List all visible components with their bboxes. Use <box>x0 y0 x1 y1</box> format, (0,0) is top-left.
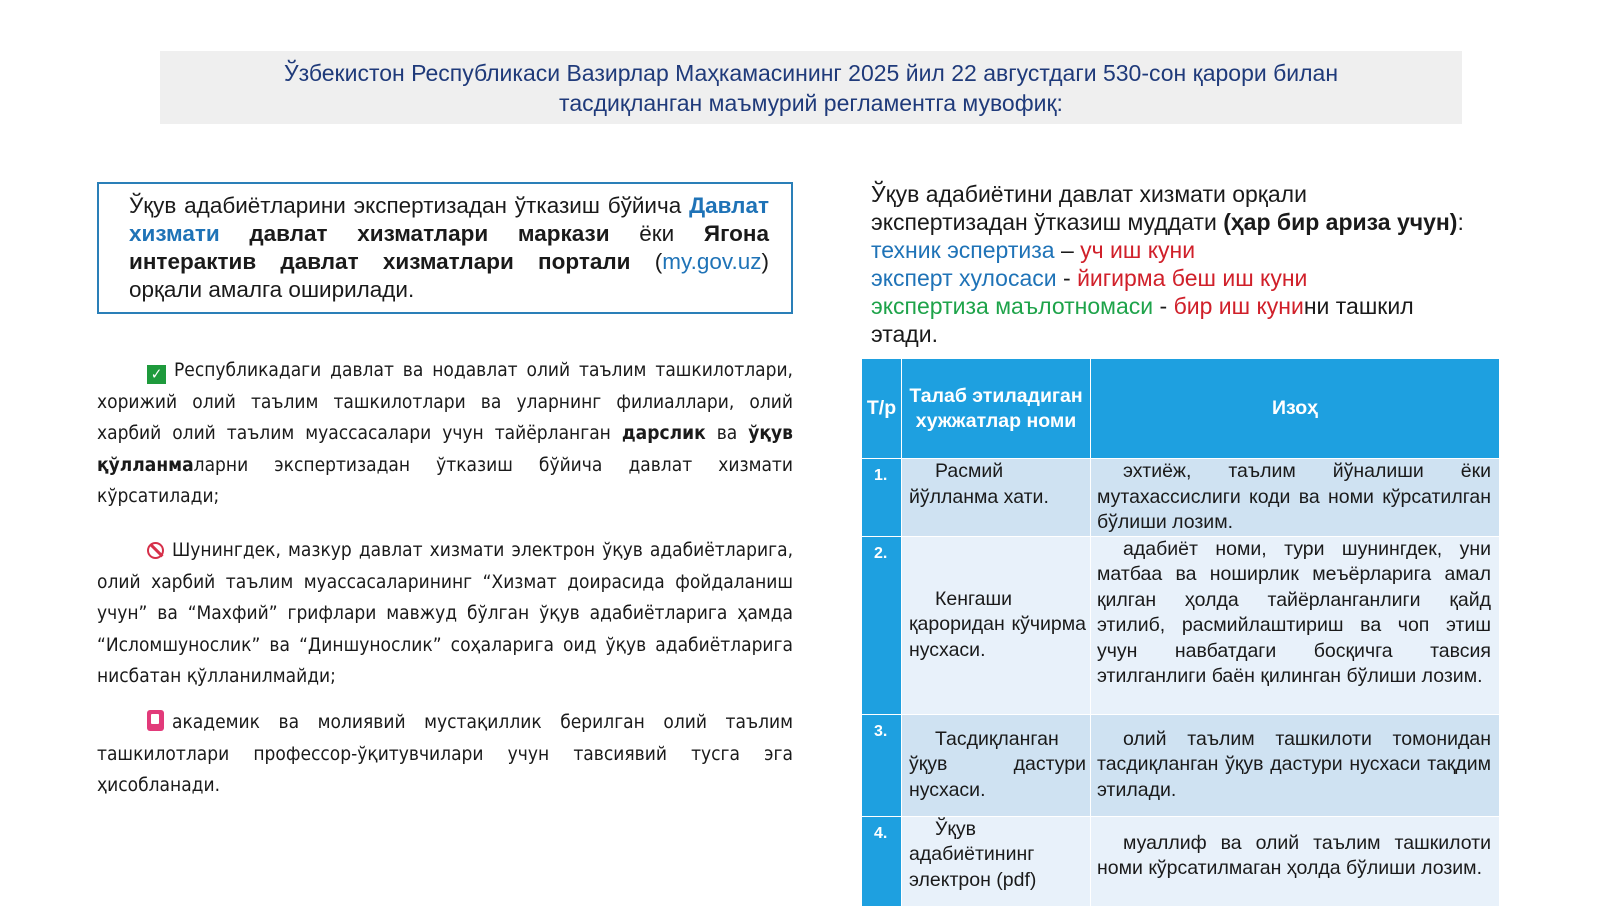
technical-days: уч иш куни <box>1080 237 1196 263</box>
row-document <box>902 536 1091 714</box>
row-document-text: Ўқув адабиётининг электрон (pdf) <box>909 817 1037 891</box>
header-note: Изоҳ <box>1091 359 1500 459</box>
service-name: Давлат хизмати <box>129 193 769 246</box>
paragraph-scope <box>97 355 793 513</box>
dash-3: - <box>1153 293 1174 319</box>
header-documents: Талаб этиладиган хужжатлар номи <box>902 359 1091 459</box>
row-number: 2. <box>862 536 902 714</box>
service-center: давлат хизматлари маркази <box>249 221 610 246</box>
header-number: Т/р <box>862 359 902 459</box>
expertise-reference: экспертиза маълотномаси <box>871 293 1154 319</box>
colon: : <box>1457 209 1464 235</box>
paragraph-exclusions <box>97 535 793 693</box>
para1-textbook: дарслик <box>621 422 706 444</box>
per-application: (ҳар бир ариза учун) <box>1223 209 1458 235</box>
dash-1: – <box>1054 237 1081 263</box>
row-document-text: Кенгаши қароридан кўчирма нусхаси. <box>909 587 1086 661</box>
portal-link[interactable]: my.gov.uz <box>662 249 762 274</box>
paragraph-autonomy <box>97 707 793 802</box>
info-text: Ўқув адабиётларини экспертизадан ўтказиш бўйича <box>129 193 682 218</box>
row-note <box>1091 816 1500 906</box>
deadline-end: ни ташкил этади. <box>871 293 1414 347</box>
required-documents-table <box>861 358 1500 907</box>
row-document <box>902 459 1091 537</box>
row-note-text: олий таълим ташкилоти томонидан тасдиқланган ўқув дастури нусхаси тақдим этилади. <box>1097 727 1491 801</box>
service-info-box <box>97 182 793 314</box>
row-document <box>902 816 1091 906</box>
row-number: 3. <box>862 714 902 816</box>
info-end: ) орқали амалга оширилади. <box>129 249 769 302</box>
para3-text: академик ва молиявий мустақиллик берилган олий таълим ташкилотлари профессор-ўқитувчилари учун тавсиявий тусга эга ҳисобланади. <box>97 711 793 796</box>
row-note <box>1091 459 1500 537</box>
technical-expertise: техник эспертиза <box>871 237 1055 263</box>
deadline-line-2 <box>871 208 1481 236</box>
table-row <box>862 714 1500 816</box>
para1-text: Республикадаги давлат ва нодавлат олий таълим ташкилотлари, хорижий олий таълим ташкилотлари ва уларнинг филиаллари, олий харбий олий таълим муассасалари учун тайёрланган <box>97 359 793 444</box>
book-icon <box>147 710 164 731</box>
portal-name: Ягона интерактив давлат хизматлари портали <box>129 221 769 274</box>
row-document-text: Расмий йўлланма хати. <box>909 460 1049 508</box>
banner-line-1: Ўзбекистон Республикаси Вазирлар Маҳкамасининг 2025 йил 22 августдаги 530-сон қарори билан <box>283 59 1339 86</box>
row-number: 1. <box>862 459 902 537</box>
info-or: ёки <box>639 221 675 246</box>
deadline-term: экспертизадан ўтказиш муддати <box>871 209 1217 235</box>
deadline-reference <box>871 292 1481 348</box>
check-icon: ✓ <box>147 365 166 384</box>
deadline-technical <box>871 236 1481 264</box>
para2-text: Шунингдек, мазкур давлат хизмати электрон ўқув адабиётларига, олий харбий таълим муассасаларининг “Хизмат доирасида фойдаланиш учун” ва “Махфий” грифлари мавжуд бўлган ўқув адабиётларига ҳамда “Исломшунослик” ва “Диншунослик” соҳаларига оид ўқув адабиётларига нисбатан қўлланилмайди; <box>97 539 793 687</box>
dash-2: - <box>1056 265 1078 291</box>
row-note-text: адабиёт номи, тури шунингдек, уни матбаа ва ноширлик меъёрларига амал қилган ҳолда тайёрланганлиги қайд этилиб, расмийлаштириш ва чоп этиш учун навбатдаги босқичга тавсия этилганлиги баён қилинган бўлиши лозим. <box>1097 537 1491 687</box>
reference-days: бир иш куни <box>1173 293 1304 319</box>
table-row <box>862 816 1500 906</box>
row-document <box>902 714 1091 816</box>
row-document-text: Тасдиқланган ўқув дастури нусхаси. <box>909 727 1086 801</box>
deadline-line-1: Ўқув адабиётини давлат хизмати орқали <box>871 181 1307 207</box>
row-number: 4. <box>862 816 902 906</box>
expert-conclusion: эксперт хулосаси <box>871 265 1057 291</box>
table-row <box>862 536 1500 714</box>
no-entry-icon <box>147 542 164 559</box>
para1-and: ва <box>716 422 738 444</box>
row-note-text: муаллиф ва олий таълим ташкилоти номи кўрсатилмаган ҳолда бўлиши лозим. <box>1097 831 1491 879</box>
regulation-banner <box>160 51 1462 124</box>
paren-open: ( <box>654 249 663 274</box>
para1-end: ларни экспертизадан ўтказиш бўйича давлат хизмати кўрсатилади; <box>97 453 793 507</box>
row-note <box>1091 714 1500 816</box>
banner-line-2: тасдиқланган маъмурий регламентга мувофиқ: <box>559 89 1063 116</box>
deadline-conclusion <box>871 264 1481 292</box>
row-note-text: эхтиёж, таълим йўналиши ёки мутахассислиги коди ва номи кўрсатилган бўлиши лозим. <box>1097 460 1491 533</box>
row-note <box>1091 536 1500 714</box>
conclusion-days: йигирма беш иш куни <box>1077 265 1308 291</box>
deadline-text <box>871 180 1481 348</box>
table-header-row <box>862 359 1500 459</box>
para1-manual: ўқув қўлланма <box>97 422 793 476</box>
table-row <box>862 459 1500 537</box>
